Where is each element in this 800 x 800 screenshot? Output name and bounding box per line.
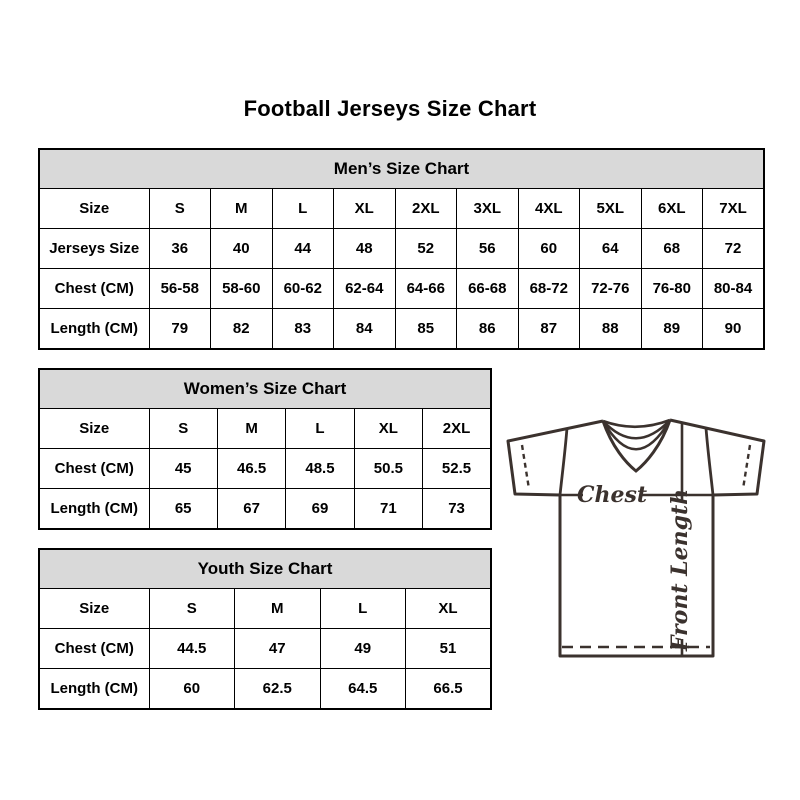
data-cell: 48 <box>334 229 396 269</box>
table-row <box>39 449 491 489</box>
data-cell: 58-60 <box>211 269 273 309</box>
collar-top-arc <box>603 420 670 427</box>
data-cell: 89 <box>641 309 703 350</box>
data-cell: XL <box>354 409 422 449</box>
row-label-cell: Size <box>39 409 149 449</box>
row-label-cell: Jerseys Size <box>39 229 149 269</box>
youth-table-title: Youth Size Chart <box>39 549 491 589</box>
row-label-cell: Length (CM) <box>39 669 149 710</box>
data-cell: 51 <box>406 629 492 669</box>
mens-table-title: Men’s Size Chart <box>39 149 764 189</box>
data-cell: 87 <box>518 309 580 350</box>
table-row <box>39 309 764 350</box>
womens-size-table <box>38 368 492 530</box>
data-cell: 82 <box>211 309 273 350</box>
data-cell: 83 <box>272 309 334 350</box>
data-cell: 67 <box>217 489 285 530</box>
jersey-measurement-diagram <box>503 398 771 666</box>
row-label-cell: Chest (CM) <box>39 269 149 309</box>
table-row <box>39 589 491 629</box>
chest-label: Chest <box>576 482 648 508</box>
data-cell: 6XL <box>641 189 703 229</box>
data-cell: 66-68 <box>457 269 519 309</box>
data-cell: 79 <box>149 309 211 350</box>
data-cell: 88 <box>580 309 642 350</box>
data-cell: 7XL <box>703 189 765 229</box>
data-cell: 52 <box>395 229 457 269</box>
data-cell: L <box>286 409 354 449</box>
data-cell: 47 <box>235 629 321 669</box>
data-cell: 66.5 <box>406 669 492 710</box>
data-cell: 44 <box>272 229 334 269</box>
data-cell: 80-84 <box>703 269 765 309</box>
row-label-cell: Length (CM) <box>39 309 149 350</box>
data-cell: 68 <box>641 229 703 269</box>
data-cell: 60-62 <box>272 269 334 309</box>
data-cell: 73 <box>423 489 491 530</box>
row-label-cell: Size <box>39 189 149 229</box>
data-cell: 36 <box>149 229 211 269</box>
data-cell: 60 <box>518 229 580 269</box>
data-cell: 5XL <box>580 189 642 229</box>
data-cell: M <box>235 589 321 629</box>
data-cell: 86 <box>457 309 519 350</box>
table-row <box>39 229 764 269</box>
data-cell: 64-66 <box>395 269 457 309</box>
womens-table-title: Women’s Size Chart <box>39 369 491 409</box>
table-row <box>39 669 491 710</box>
left-cuff-dashed-line <box>522 445 529 489</box>
data-cell: 56-58 <box>149 269 211 309</box>
data-cell: 64.5 <box>320 669 406 710</box>
data-cell: L <box>272 189 334 229</box>
data-cell: 2XL <box>395 189 457 229</box>
table-row <box>39 189 764 229</box>
right-cuff-dashed-line <box>743 445 750 489</box>
data-cell: M <box>217 409 285 449</box>
data-cell: 49 <box>320 629 406 669</box>
armhole-left-seam <box>560 428 567 495</box>
data-cell: 62.5 <box>235 669 321 710</box>
data-cell: 84 <box>334 309 396 350</box>
data-cell: S <box>149 589 235 629</box>
data-cell: 52.5 <box>423 449 491 489</box>
youth-size-table <box>38 548 492 710</box>
row-label-cell: Chest (CM) <box>39 449 149 489</box>
table-row <box>39 629 491 669</box>
row-label-cell: Size <box>39 589 149 629</box>
armhole-right-seam <box>706 428 713 495</box>
data-cell: 76-80 <box>641 269 703 309</box>
data-cell: 62-64 <box>334 269 396 309</box>
data-cell: XL <box>334 189 396 229</box>
front-length-label: Front Length <box>667 488 693 652</box>
data-cell: 3XL <box>457 189 519 229</box>
data-cell: 56 <box>457 229 519 269</box>
table-row <box>39 409 491 449</box>
row-label-cell: Length (CM) <box>39 489 149 530</box>
data-cell: 2XL <box>423 409 491 449</box>
data-cell: XL <box>406 589 492 629</box>
data-cell: 85 <box>395 309 457 350</box>
data-cell: M <box>211 189 273 229</box>
row-label-cell: Chest (CM) <box>39 629 149 669</box>
data-cell: 44.5 <box>149 629 235 669</box>
data-cell: 72-76 <box>580 269 642 309</box>
data-cell: 68-72 <box>518 269 580 309</box>
data-cell: 48.5 <box>286 449 354 489</box>
data-cell: 46.5 <box>217 449 285 489</box>
table-row <box>39 269 764 309</box>
data-cell: S <box>149 409 217 449</box>
data-cell: 72 <box>703 229 765 269</box>
data-cell: 60 <box>149 669 235 710</box>
page-title: Football Jerseys Size Chart <box>243 96 537 121</box>
data-cell: 45 <box>149 449 217 489</box>
jersey-outline-shape <box>508 420 764 656</box>
data-cell: 50.5 <box>354 449 422 489</box>
data-cell: 40 <box>211 229 273 269</box>
data-cell: 4XL <box>518 189 580 229</box>
mens-size-table <box>38 148 765 350</box>
data-cell: 65 <box>149 489 217 530</box>
data-cell: S <box>149 189 211 229</box>
data-cell: 69 <box>286 489 354 530</box>
data-cell: L <box>320 589 406 629</box>
data-cell: 90 <box>703 309 765 350</box>
table-row <box>39 489 491 530</box>
data-cell: 71 <box>354 489 422 530</box>
data-cell: 64 <box>580 229 642 269</box>
